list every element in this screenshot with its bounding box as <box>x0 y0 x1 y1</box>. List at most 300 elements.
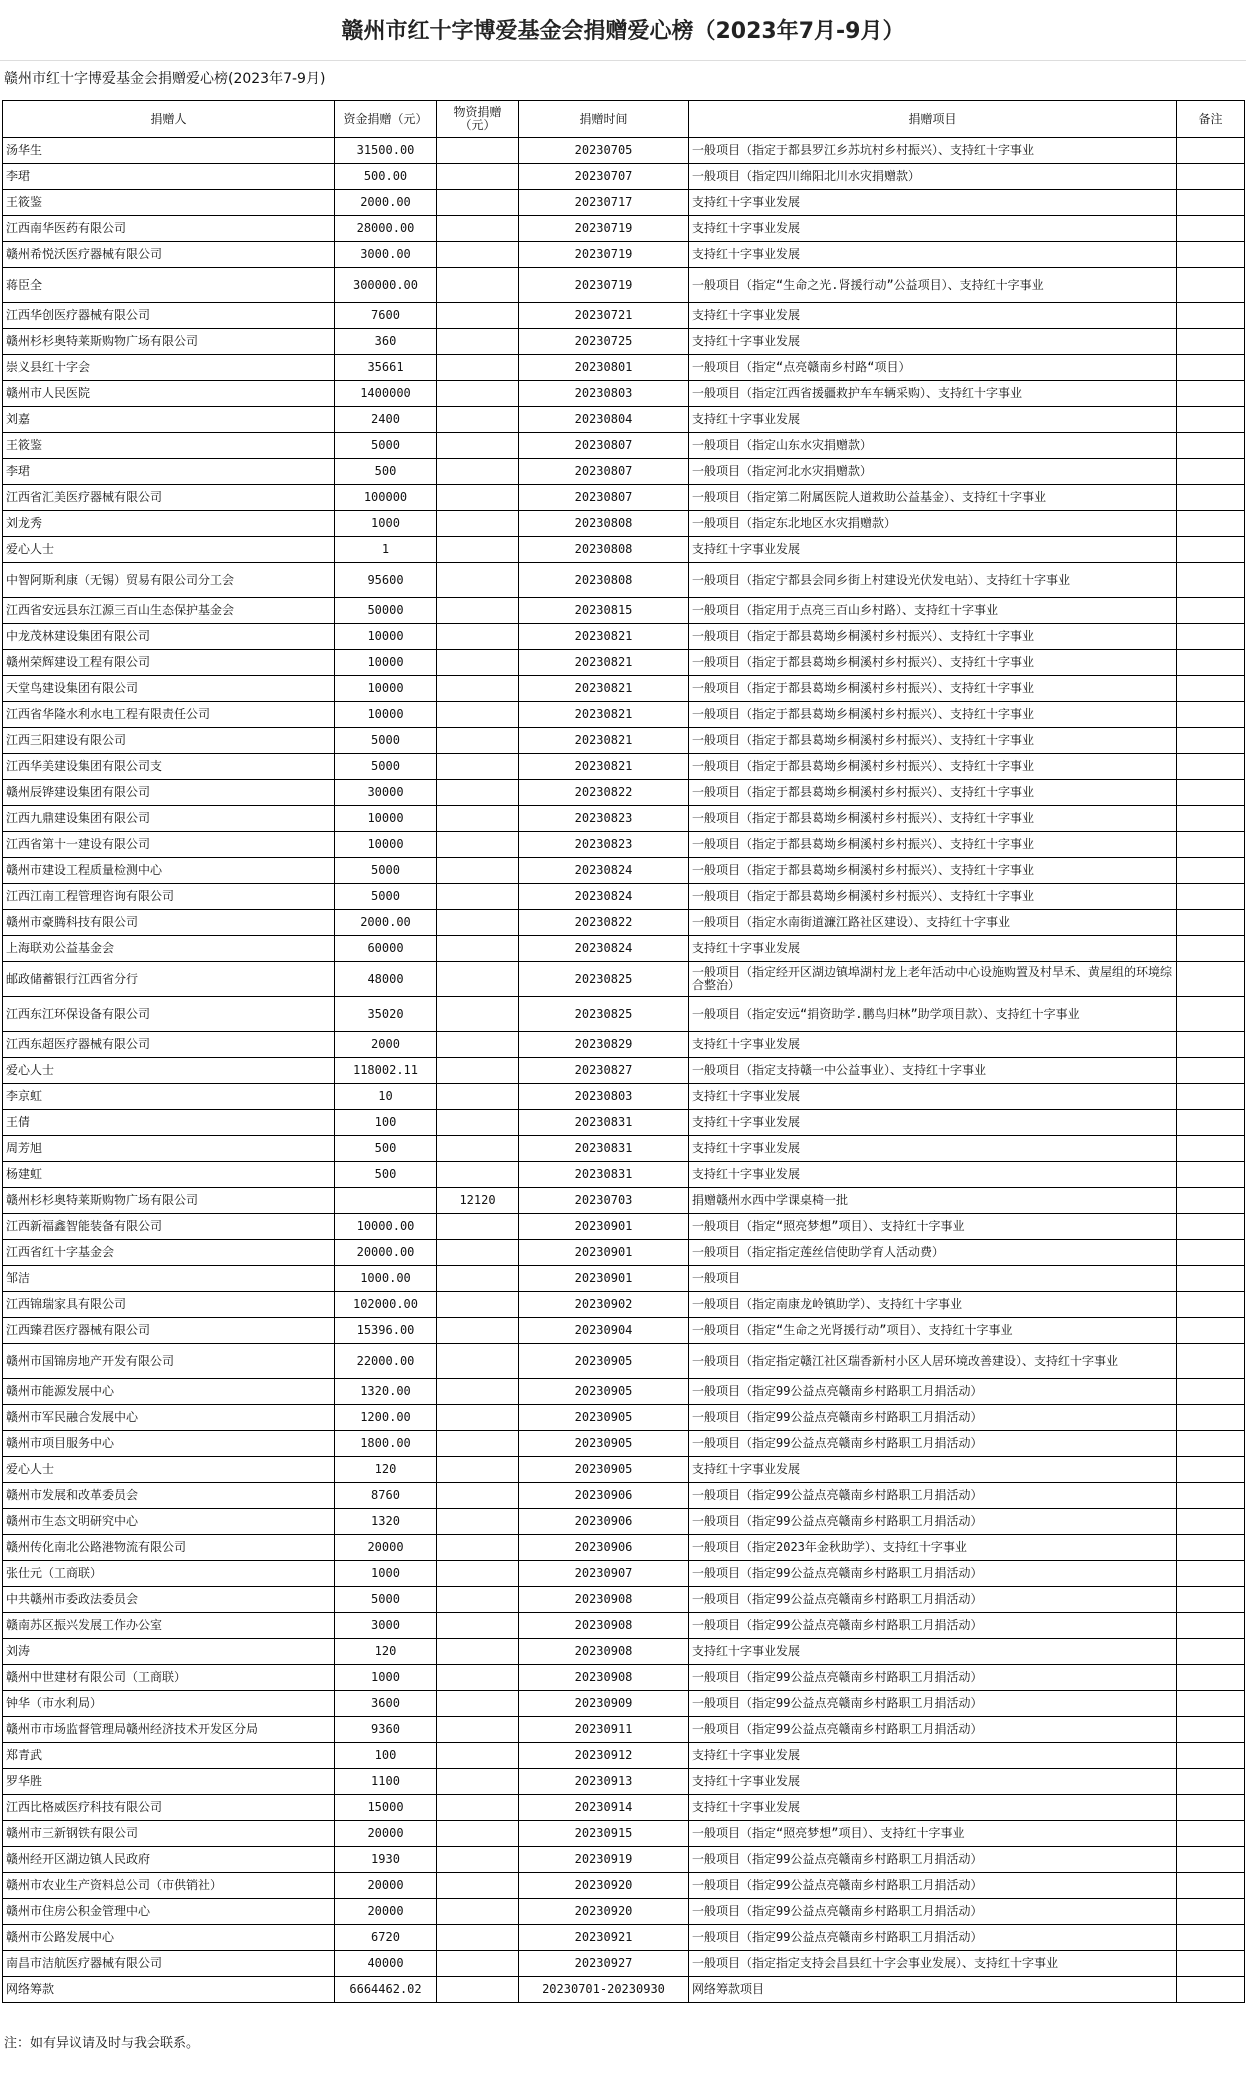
cash-cell: 10000.00 <box>335 1214 437 1240</box>
remark-cell <box>1177 650 1245 676</box>
date-cell: 20230823 <box>519 806 689 832</box>
date-cell: 20230827 <box>519 1058 689 1084</box>
cash-cell: 5000 <box>335 754 437 780</box>
donor-cell: 赣州市市场监督管理局赣州经济技术开发区分局 <box>3 1717 335 1743</box>
table-row <box>3 1821 1245 1847</box>
remark-cell <box>1177 485 1245 511</box>
remark-cell <box>1177 1769 1245 1795</box>
remark-cell <box>1177 1717 1245 1743</box>
remark-cell <box>1177 1318 1245 1344</box>
goods-cell <box>437 1613 519 1639</box>
donor-cell: 赣州市项目服务中心 <box>3 1431 335 1457</box>
goods-cell <box>437 1535 519 1561</box>
date-cell: 20230905 <box>519 1405 689 1431</box>
date-cell: 20230808 <box>519 511 689 537</box>
date-cell: 20230906 <box>519 1509 689 1535</box>
cash-cell <box>335 1188 437 1214</box>
table-row <box>3 1795 1245 1821</box>
remark-cell <box>1177 1058 1245 1084</box>
remark-cell <box>1177 962 1245 997</box>
project-cell: 一般项目（指定于都县罗江乡苏坑村乡村振兴）、支持红十字事业 <box>689 138 1177 164</box>
table-row <box>3 702 1245 728</box>
project-cell: 支持红十字事业发展 <box>689 1032 1177 1058</box>
table-row <box>3 1509 1245 1535</box>
table-header-row <box>3 101 1245 138</box>
remark-cell <box>1177 702 1245 728</box>
remark-cell <box>1177 1977 1245 2003</box>
table-row <box>3 1292 1245 1318</box>
date-cell: 20230824 <box>519 858 689 884</box>
date-cell: 20230808 <box>519 563 689 598</box>
cash-cell: 10000 <box>335 832 437 858</box>
donor-cell: 王筱鉴 <box>3 190 335 216</box>
donor-cell: 王筱鉴 <box>3 433 335 459</box>
goods-cell <box>437 1691 519 1717</box>
donor-cell: 赣州希悦沃医疗器械有限公司 <box>3 242 335 268</box>
goods-cell <box>437 537 519 563</box>
cash-cell: 35020 <box>335 997 437 1032</box>
cash-cell: 2400 <box>335 407 437 433</box>
project-cell: 一般项目（指定“生命之光肾援行动”项目）、支持红十字事业 <box>689 1318 1177 1344</box>
donor-cell: 网络筹款 <box>3 1977 335 2003</box>
cash-cell: 1100 <box>335 1769 437 1795</box>
table-row <box>3 1162 1245 1188</box>
project-cell: 一般项目（指定东北地区水灾捐赠款） <box>689 511 1177 537</box>
project-cell: 一般项目（指定于都县葛坳乡桐溪村乡村振兴）、支持红十字事业 <box>689 676 1177 702</box>
goods-cell <box>437 1743 519 1769</box>
donor-cell: 江西三阳建设有限公司 <box>3 728 335 754</box>
table-row <box>3 138 1245 164</box>
table-row <box>3 832 1245 858</box>
table-row <box>3 1743 1245 1769</box>
project-cell: 一般项目（指定于都县葛坳乡桐溪村乡村振兴）、支持红十字事业 <box>689 754 1177 780</box>
table-row <box>3 303 1245 329</box>
date-cell: 20230815 <box>519 598 689 624</box>
date-cell: 20230901 <box>519 1240 689 1266</box>
project-cell: 支持红十字事业发展 <box>689 1136 1177 1162</box>
remark-cell <box>1177 216 1245 242</box>
remark-cell <box>1177 563 1245 598</box>
table-row <box>3 1266 1245 1292</box>
remark-cell <box>1177 1951 1245 1977</box>
date-cell: 20230719 <box>519 216 689 242</box>
donor-cell: 江西华美建设集团有限公司支 <box>3 754 335 780</box>
cash-cell: 50000 <box>335 598 437 624</box>
date-cell: 20230902 <box>519 1292 689 1318</box>
remark-cell <box>1177 728 1245 754</box>
goods-cell <box>437 1873 519 1899</box>
date-cell: 20230821 <box>519 624 689 650</box>
remark-cell <box>1177 268 1245 303</box>
remark-cell <box>1177 780 1245 806</box>
goods-cell <box>437 936 519 962</box>
column-header-remark: 备注 <box>1177 101 1245 138</box>
table-row <box>3 216 1245 242</box>
goods-cell <box>437 1379 519 1405</box>
goods-cell <box>437 702 519 728</box>
date-cell: 20230901 <box>519 1214 689 1240</box>
cash-cell: 95600 <box>335 563 437 598</box>
cash-cell: 1000 <box>335 511 437 537</box>
column-header-goods: 物资捐赠（元） <box>437 101 519 138</box>
donor-cell: 赣州市生态文明研究中心 <box>3 1509 335 1535</box>
cash-cell: 5000 <box>335 728 437 754</box>
cash-cell: 300000.00 <box>335 268 437 303</box>
donor-cell: 赣州经开区湖边镇人民政府 <box>3 1847 335 1873</box>
table-row <box>3 1691 1245 1717</box>
donor-cell: 中共赣州市委政法委员会 <box>3 1587 335 1613</box>
donor-cell: 赣州市发展和改革委员会 <box>3 1483 335 1509</box>
donor-cell: 江西东超医疗器械有限公司 <box>3 1032 335 1058</box>
title-divider <box>0 60 1246 61</box>
project-cell: 一般项目（指定经开区湖边镇埠湖村龙上老年活动中心设施购置及村旱禾、黄屋组的环境综合整治） <box>689 962 1177 997</box>
cash-cell: 2000 <box>335 1032 437 1058</box>
goods-cell <box>437 1483 519 1509</box>
table-row <box>3 1639 1245 1665</box>
table-body <box>3 138 1245 2003</box>
cash-cell: 120 <box>335 1639 437 1665</box>
date-cell: 20230807 <box>519 485 689 511</box>
donor-cell: 江西比格威医疗科技有限公司 <box>3 1795 335 1821</box>
goods-cell <box>437 1951 519 1977</box>
cash-cell: 360 <box>335 329 437 355</box>
date-cell: 20230803 <box>519 1084 689 1110</box>
donor-cell: 江西省第十一建设有限公司 <box>3 832 335 858</box>
project-cell: 一般项目（指定99公益点亮赣南乡村路职工月捐活动） <box>689 1691 1177 1717</box>
cash-cell: 10 <box>335 1084 437 1110</box>
project-cell: 支持红十字事业发展 <box>689 1110 1177 1136</box>
donor-cell: 赣州辰铧建设集团有限公司 <box>3 780 335 806</box>
date-cell: 20230829 <box>519 1032 689 1058</box>
table-row <box>3 407 1245 433</box>
date-cell: 20230913 <box>519 1769 689 1795</box>
donor-cell: 赣州市建设工程质量检测中心 <box>3 858 335 884</box>
goods-cell <box>437 164 519 190</box>
date-cell: 20230831 <box>519 1110 689 1136</box>
cash-cell: 1320 <box>335 1509 437 1535</box>
remark-cell <box>1177 407 1245 433</box>
table-row <box>3 1847 1245 1873</box>
table-row <box>3 1483 1245 1509</box>
donor-cell: 江西锦瑞家具有限公司 <box>3 1292 335 1318</box>
project-cell: 一般项目（指定江西省援疆救护车车辆采购）、支持红十字事业 <box>689 381 1177 407</box>
date-cell: 20230725 <box>519 329 689 355</box>
remark-cell <box>1177 1847 1245 1873</box>
project-cell: 一般项目（指定水南街道濂江路社区建设）、支持红十字事业 <box>689 910 1177 936</box>
project-cell: 支持红十字事业发展 <box>689 303 1177 329</box>
donor-cell: 江西九鼎建设集团有限公司 <box>3 806 335 832</box>
donor-cell: 南昌市洁航医疗器械有限公司 <box>3 1951 335 1977</box>
cash-cell: 20000.00 <box>335 1240 437 1266</box>
donor-cell: 赣州杉杉奥特莱斯购物广场有限公司 <box>3 329 335 355</box>
goods-cell <box>437 962 519 997</box>
cash-cell: 102000.00 <box>335 1292 437 1318</box>
column-header-date: 捐赠时间 <box>519 101 689 138</box>
date-cell: 20230825 <box>519 962 689 997</box>
date-cell: 20230823 <box>519 832 689 858</box>
date-cell: 20230920 <box>519 1873 689 1899</box>
remark-cell <box>1177 1535 1245 1561</box>
goods-cell <box>437 407 519 433</box>
cash-cell: 1320.00 <box>335 1379 437 1405</box>
remark-cell <box>1177 190 1245 216</box>
goods-cell <box>437 806 519 832</box>
goods-cell <box>437 355 519 381</box>
goods-cell <box>437 1769 519 1795</box>
project-cell: 一般项目（指定99公益点亮赣南乡村路职工月捐活动） <box>689 1613 1177 1639</box>
cash-cell: 20000 <box>335 1899 437 1925</box>
remark-cell <box>1177 1639 1245 1665</box>
remark-cell <box>1177 1162 1245 1188</box>
cash-cell: 5000 <box>335 433 437 459</box>
donor-cell: 天堂鸟建设集团有限公司 <box>3 676 335 702</box>
table-row <box>3 997 1245 1032</box>
table-row <box>3 936 1245 962</box>
project-cell: 支持红十字事业发展 <box>689 537 1177 563</box>
cash-cell: 120 <box>335 1457 437 1483</box>
cash-cell: 20000 <box>335 1821 437 1847</box>
project-cell: 支持红十字事业发展 <box>689 1457 1177 1483</box>
project-cell: 一般项目（指定99公益点亮赣南乡村路职工月捐活动） <box>689 1431 1177 1457</box>
project-cell: 一般项目（指定指定支持会昌县红十字会事业发展）、支持红十字事业 <box>689 1951 1177 1977</box>
goods-cell <box>437 563 519 598</box>
project-cell: 一般项目（指定99公益点亮赣南乡村路职工月捐活动） <box>689 1925 1177 1951</box>
remark-cell <box>1177 1344 1245 1379</box>
date-cell: 20230705 <box>519 138 689 164</box>
date-cell: 20230907 <box>519 1561 689 1587</box>
remark-cell <box>1177 884 1245 910</box>
table-row <box>3 1379 1245 1405</box>
project-cell: 支持红十字事业发展 <box>689 1795 1177 1821</box>
cash-cell: 1400000 <box>335 381 437 407</box>
goods-cell <box>437 1214 519 1240</box>
remark-cell <box>1177 1587 1245 1613</box>
project-cell: 网络筹款项目 <box>689 1977 1177 2003</box>
project-cell: 一般项目（指定99公益点亮赣南乡村路职工月捐活动） <box>689 1561 1177 1587</box>
remark-cell <box>1177 598 1245 624</box>
date-cell: 20230908 <box>519 1613 689 1639</box>
goods-cell <box>437 1639 519 1665</box>
goods-cell <box>437 1457 519 1483</box>
donor-cell: 李珺 <box>3 164 335 190</box>
remark-cell <box>1177 1873 1245 1899</box>
table-row <box>3 1240 1245 1266</box>
donor-cell: 赣州市公路发展中心 <box>3 1925 335 1951</box>
date-cell: 20230901 <box>519 1266 689 1292</box>
table-row <box>3 1344 1245 1379</box>
project-cell: 一般项目（指定99公益点亮赣南乡村路职工月捐活动） <box>689 1379 1177 1405</box>
date-cell: 20230824 <box>519 936 689 962</box>
table-row <box>3 355 1245 381</box>
table-row <box>3 1535 1245 1561</box>
cash-cell: 500 <box>335 1162 437 1188</box>
donor-cell: 赣州市住房公积金管理中心 <box>3 1899 335 1925</box>
project-cell: 一般项目（指定用于点亮三百山乡村路）、支持红十字事业 <box>689 598 1177 624</box>
remark-cell <box>1177 1266 1245 1292</box>
date-cell: 20230821 <box>519 676 689 702</box>
goods-cell <box>437 1509 519 1535</box>
project-cell: 一般项目（指定99公益点亮赣南乡村路职工月捐活动） <box>689 1873 1177 1899</box>
cash-cell: 1000 <box>335 1665 437 1691</box>
remark-cell <box>1177 997 1245 1032</box>
project-cell: 一般项目（指定99公益点亮赣南乡村路职工月捐活动） <box>689 1405 1177 1431</box>
cash-cell: 8760 <box>335 1483 437 1509</box>
donor-cell: 江西臻君医疗器械有限公司 <box>3 1318 335 1344</box>
donor-cell: 赣州市军民融合发展中心 <box>3 1405 335 1431</box>
project-cell: 一般项目（指定山东水灾捐赠款） <box>689 433 1177 459</box>
table-row <box>3 537 1245 563</box>
table-row <box>3 1318 1245 1344</box>
project-cell: 一般项目（指定河北水灾捐赠款） <box>689 459 1177 485</box>
cash-cell: 100000 <box>335 485 437 511</box>
goods-cell <box>437 1162 519 1188</box>
goods-cell <box>437 138 519 164</box>
remark-cell <box>1177 910 1245 936</box>
goods-cell <box>437 1266 519 1292</box>
goods-cell <box>437 1405 519 1431</box>
project-cell: 一般项目（指定于都县葛坳乡桐溪村乡村振兴）、支持红十字事业 <box>689 884 1177 910</box>
donor-cell: 邹洁 <box>3 1266 335 1292</box>
goods-cell <box>437 268 519 303</box>
remark-cell <box>1177 355 1245 381</box>
goods-cell <box>437 242 519 268</box>
project-cell: 支持红十字事业发展 <box>689 190 1177 216</box>
table-row <box>3 910 1245 936</box>
remark-cell <box>1177 1743 1245 1769</box>
goods-cell <box>437 190 519 216</box>
table-row <box>3 728 1245 754</box>
donor-cell: 爱心人士 <box>3 1058 335 1084</box>
date-cell: 20230707 <box>519 164 689 190</box>
table-row <box>3 1457 1245 1483</box>
project-cell: 一般项目（指定“点亮赣南乡村路“项目） <box>689 355 1177 381</box>
cash-cell: 1000.00 <box>335 1266 437 1292</box>
remark-cell <box>1177 1665 1245 1691</box>
goods-cell <box>437 1717 519 1743</box>
table-row <box>3 1561 1245 1587</box>
table-row <box>3 1873 1245 1899</box>
remark-cell <box>1177 1214 1245 1240</box>
project-cell: 一般项目（指定于都县葛坳乡桐溪村乡村振兴）、支持红十字事业 <box>689 624 1177 650</box>
date-cell: 20230808 <box>519 537 689 563</box>
cash-cell: 20000 <box>335 1873 437 1899</box>
date-cell: 20230915 <box>519 1821 689 1847</box>
table-row <box>3 1613 1245 1639</box>
cash-cell: 1000 <box>335 1561 437 1587</box>
date-cell: 20230703 <box>519 1188 689 1214</box>
donor-cell: 赣南苏区振兴发展工作办公室 <box>3 1613 335 1639</box>
date-cell: 20230914 <box>519 1795 689 1821</box>
remark-cell <box>1177 858 1245 884</box>
goods-cell <box>437 598 519 624</box>
table-row <box>3 485 1245 511</box>
remark-cell <box>1177 433 1245 459</box>
project-cell: 支持红十字事业发展 <box>689 1769 1177 1795</box>
donor-cell: 周芳旭 <box>3 1136 335 1162</box>
cash-cell: 100 <box>335 1743 437 1769</box>
goods-cell <box>437 1561 519 1587</box>
date-cell: 20230908 <box>519 1639 689 1665</box>
cash-cell: 28000.00 <box>335 216 437 242</box>
table-row <box>3 242 1245 268</box>
cash-cell: 500.00 <box>335 164 437 190</box>
remark-cell <box>1177 1032 1245 1058</box>
date-cell: 20230717 <box>519 190 689 216</box>
table-row <box>3 459 1245 485</box>
remark-cell <box>1177 1795 1245 1821</box>
remark-cell <box>1177 1136 1245 1162</box>
cash-cell: 31500.00 <box>335 138 437 164</box>
goods-cell <box>437 1292 519 1318</box>
donor-cell: 爱心人士 <box>3 1457 335 1483</box>
column-header-donor: 捐赠人 <box>3 101 335 138</box>
remark-cell <box>1177 1561 1245 1587</box>
donor-cell: 江西省红十字基金会 <box>3 1240 335 1266</box>
goods-cell <box>437 1136 519 1162</box>
cash-cell: 40000 <box>335 1951 437 1977</box>
project-cell: 支持红十字事业发展 <box>689 936 1177 962</box>
remark-cell <box>1177 1188 1245 1214</box>
table-row <box>3 1587 1245 1613</box>
goods-cell <box>437 433 519 459</box>
date-cell: 20230908 <box>519 1587 689 1613</box>
cash-cell: 1800.00 <box>335 1431 437 1457</box>
donor-cell: 江西新福鑫智能装备有限公司 <box>3 1214 335 1240</box>
donor-cell: 江西省汇美医疗器械有限公司 <box>3 485 335 511</box>
cash-cell: 60000 <box>335 936 437 962</box>
project-cell: 一般项目（指定“照亮梦想”项目）、支持红十字事业 <box>689 1214 1177 1240</box>
cash-cell: 100 <box>335 1110 437 1136</box>
cash-cell: 15396.00 <box>335 1318 437 1344</box>
table-row <box>3 433 1245 459</box>
project-cell: 一般项目（指定指定赣江社区瑞香新村小区人居环境改善建设）、支持红十字事业 <box>689 1344 1177 1379</box>
project-cell: 支持红十字事业发展 <box>689 1162 1177 1188</box>
cash-cell: 500 <box>335 459 437 485</box>
donor-cell: 赣州市国锦房地产开发有限公司 <box>3 1344 335 1379</box>
project-cell: 捐赠赣州水西中学课桌椅一批 <box>689 1188 1177 1214</box>
date-cell: 20230825 <box>519 997 689 1032</box>
remark-cell <box>1177 1405 1245 1431</box>
remark-cell <box>1177 1925 1245 1951</box>
cash-cell: 7600 <box>335 303 437 329</box>
table-row <box>3 650 1245 676</box>
table-row <box>3 190 1245 216</box>
goods-cell <box>437 1899 519 1925</box>
goods-cell <box>437 459 519 485</box>
footer-note: 注：如有异议请及时与我会联系。 <box>4 2036 200 2051</box>
goods-cell: 12120 <box>437 1188 519 1214</box>
donor-cell: 爱心人士 <box>3 537 335 563</box>
project-cell: 一般项目（指定于都县葛坳乡桐溪村乡村振兴）、支持红十字事业 <box>689 702 1177 728</box>
cash-cell: 10000 <box>335 676 437 702</box>
remark-cell <box>1177 1292 1245 1318</box>
project-cell: 一般项目（指定第二附属医院人道救助公益基金）、支持红十字事业 <box>689 485 1177 511</box>
donor-cell: 赣州市农业生产资料总公司（市供销社） <box>3 1873 335 1899</box>
donor-cell: 江西省华隆水利水电工程有限责任公司 <box>3 702 335 728</box>
cash-cell: 10000 <box>335 624 437 650</box>
project-cell: 一般项目（指定指定莲丝信使助学育人活动费） <box>689 1240 1177 1266</box>
date-cell: 20230920 <box>519 1899 689 1925</box>
goods-cell <box>437 1977 519 2003</box>
remark-cell <box>1177 242 1245 268</box>
remark-cell <box>1177 1457 1245 1483</box>
goods-cell <box>437 1431 519 1457</box>
project-cell: 一般项目（指定99公益点亮赣南乡村路职工月捐活动） <box>689 1717 1177 1743</box>
donor-cell: 赣州市人民医院 <box>3 381 335 407</box>
cash-cell: 1930 <box>335 1847 437 1873</box>
remark-cell <box>1177 1483 1245 1509</box>
cash-cell: 3000.00 <box>335 242 437 268</box>
